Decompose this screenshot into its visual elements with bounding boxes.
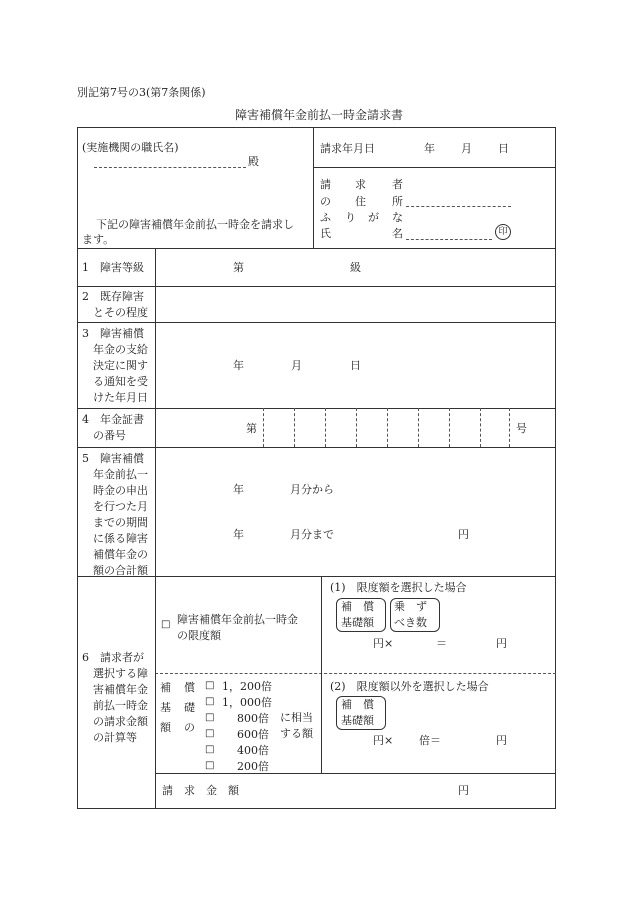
case1-equals: ＝ [436,637,447,650]
claimant-label-char: り [345,211,356,224]
date-label: 請求年月日 [320,142,375,155]
case1-title: (1) 限度額を選択した場合 [330,581,467,594]
equivalent-amount-label: に相当 する額 [280,711,313,740]
multiplier-checkbox[interactable]: □ [205,744,215,755]
r5-label: 5 障害補償 年金前払一 時金の申出 を行つた月 までの期間 に係る障害 補償年金の 額の合計額 [82,452,148,577]
request-text-1: 下記の障害補償年金前払一時金を請求し [96,218,294,231]
multiplier-checkbox[interactable]: □ [205,680,215,691]
case2-yen: 円 [496,734,507,747]
multiplier-value: 1，200倍 [222,680,272,693]
case2-bai-eq: 倍＝ [419,734,441,747]
rule [77,576,556,577]
case2-times: 円× [373,734,394,747]
date-month[interactable]: 月 [461,142,472,155]
multiplier-checkbox[interactable]: □ [205,728,215,739]
claimant-label-char: 者 [392,178,403,191]
multiplier-value: 1，000倍 [222,696,272,709]
digit-divider [356,408,357,447]
dono-text: 殿 [248,155,259,168]
org-label: (実施機関の職氏名) [82,141,179,154]
rule [155,248,156,809]
rule [77,322,556,323]
r1-kyu: 級 [350,261,361,274]
vertical-label-a: 補 基 額 [160,681,171,734]
claimant-label-char: 名 [392,227,403,240]
case1-yen: 円 [496,637,507,650]
rule [77,447,556,448]
request-text-2: ます。 [82,233,115,246]
form-reference: 別記第7号の3(第7条関係) [77,86,206,99]
claimant-label-char: 氏 [320,227,331,240]
r5-year-1[interactable]: 年 [233,483,244,496]
r3-year[interactable]: 年 [233,359,244,372]
form-title: 障害補償年金前払一時金請求書 [235,108,404,122]
total-label: 請 求 金 額 [162,784,239,797]
case2-title: (2) 限度額以外を選択した場合 [330,680,489,693]
r3-day[interactable]: 日 [350,359,361,372]
claimant-label-char: な [392,211,403,224]
case1-times: 円× [373,637,394,650]
claimant-label-char: ふ [320,211,331,224]
claimant-label-char: が [368,211,379,224]
claimant-label-char: の [320,195,331,208]
case1-multiplier: 乗 ず べき数 [394,600,427,629]
case2-basic-amount: 補 償 基礎額 [341,698,374,727]
multiplier-checkbox[interactable]: □ [205,712,215,723]
rule [155,773,556,774]
digit-divider [509,408,510,447]
rule [313,167,556,168]
vertical-label-b: 償 礎 の [184,681,195,734]
claimant-label-char: 請 [320,178,331,191]
r5-year-2[interactable]: 年 [233,528,244,541]
digit-divider [480,408,481,447]
r3-label: 3 障害補償 年金の支給 決定に関す る通知を受 けた年月日 [82,327,148,404]
total-yen: 円 [458,784,469,797]
digit-divider [263,408,264,447]
r4-go: 号 [516,422,527,435]
rule [77,286,556,287]
r1-dai: 第 [233,261,244,274]
option1-label: 障害補償年金前払一時金 の限度額 [177,613,298,642]
multiplier-value: 600倍 [237,728,269,741]
s6-label: 6 請求者が 選択する障 害補償年金 前払一時金 の請求金額 の計算等 [82,651,148,744]
digit-divider [387,408,388,447]
org-name-field[interactable] [94,167,246,168]
digit-divider [294,408,295,447]
rule [313,127,314,248]
digit-divider [418,408,419,447]
case1-basic-amount: 補 償 基礎額 [341,600,374,629]
multiplier-value: 200倍 [237,760,269,773]
claimant-label-char: 所 [392,195,403,208]
r5-yen: 円 [458,528,469,541]
multiplier-value: 800倍 [237,712,269,725]
r5-from: 月分から [290,483,334,496]
name-field[interactable] [406,239,492,240]
date-day[interactable]: 日 [498,142,509,155]
multiplier-checkbox[interactable]: □ [205,760,215,771]
r2-label: 2 既存障害 とその程度 [82,290,148,319]
r4-dai: 第 [246,422,257,435]
r1-label: 1 障害等級 [82,261,144,274]
seal-icon: 印 [495,224,511,240]
multiplier-checkbox[interactable]: □ [205,696,215,707]
r5-to: 月分まで [290,528,334,541]
digit-divider [449,408,450,447]
r4-label: 4 年金証書 の番号 [82,413,144,442]
address-field[interactable] [406,206,511,207]
date-year[interactable]: 年 [424,142,435,155]
claimant-label-char: 求 [355,178,366,191]
rule [77,248,556,249]
digit-divider [325,408,326,447]
claimant-label-char: 住 [355,195,366,208]
dashed-rule [155,673,556,674]
r3-month[interactable]: 月 [291,359,302,372]
rule [77,408,556,409]
option1-checkbox[interactable]: □ [161,619,171,630]
rule [321,576,322,773]
multiplier-value: 400倍 [237,744,269,757]
